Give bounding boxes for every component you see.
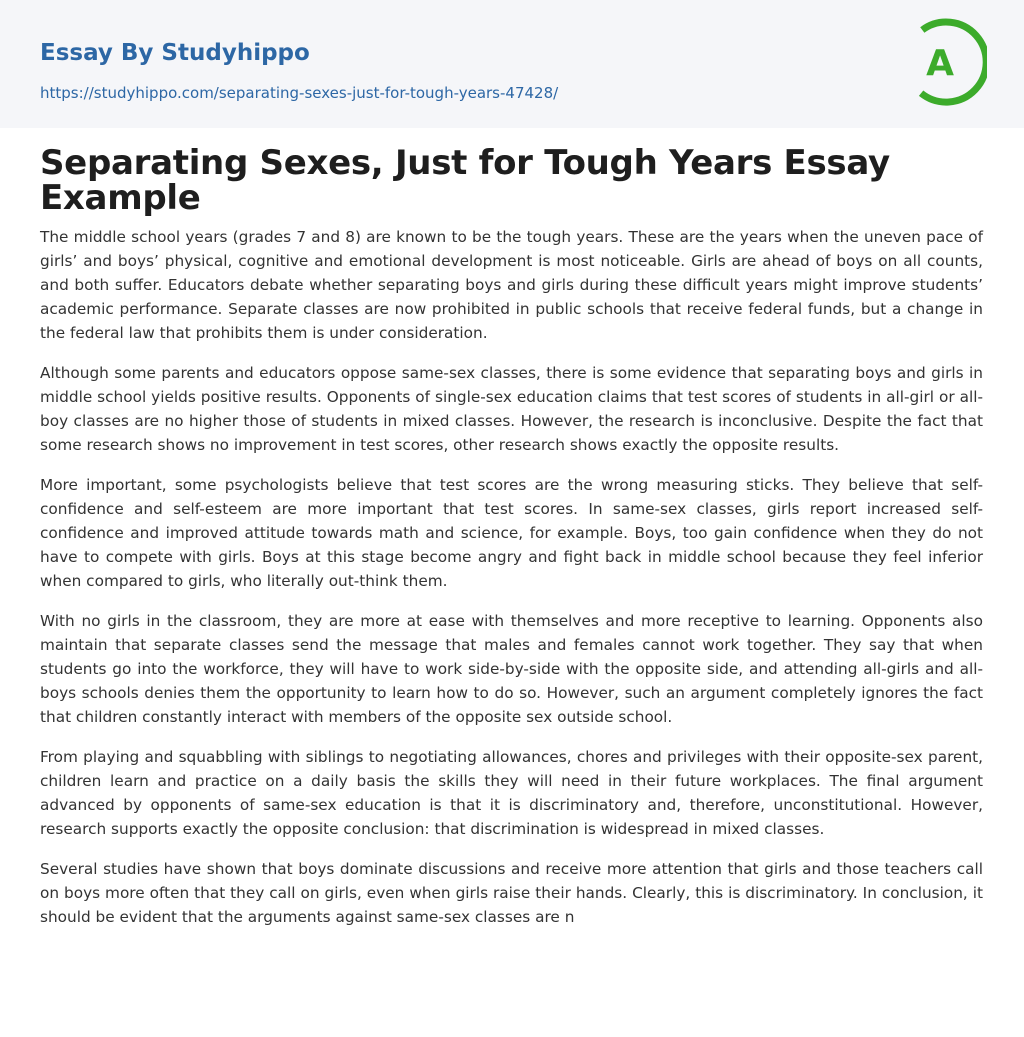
studyhippo-logo-icon[interactable]	[909, 18, 987, 106]
essay-content	[40, 143, 983, 929]
essay-title: Separating Sexes, Just for Tough Years Essay Example	[40, 143, 890, 218]
essay-paragraph: Although some parents and educators oppose same-sex classes, there is some evidence that separating boys and girls in middle school yields positive results. Opponents of single-sex education claims that test scores of students in all-girl or all-boy classes are no higher those of students in mixed classes. However, the research is inconclusive. Despite the fact that some research shows no improvement in test scores, other research shows exactly the opposite results.	[40, 364, 983, 454]
essay-paragraph: More important, some psychologists believe that test scores are the wrong measuring sticks. They believe that self-confidence and self-esteem are more important that test scores. In same-sex classes, girls report increased self-confidence and improved attitude towards math and science, for example. Boys, too gain confidence when they do not have to compete with girls. Boys at this stage become angry and fight back in middle school because they feel inferior when compared to girls, who literally out-think them.	[40, 476, 983, 590]
essay-paragraph: The middle school years (grades 7 and 8) are known to be the tough years. These are the years when the uneven pace of girls’ and boys’ physical, cognitive and emotional development is most noticeable. Girls are ahead of boys on all counts, and both suffer. Educators debate whether separating boys and girls during these difficult years might improve students’ academic performance. Separate classes are now prohibited in public schools that receive federal funds, but a change in the federal law that prohibits them is under consideration.	[40, 228, 983, 342]
essay-paragraph: From playing and squabbling with siblings to negotiating allowances, chores and privileges with their opposite-sex parent, children learn and practice on a daily basis the skills they will need in their future workplaces. The final argument advanced by opponents of same-sex education is that it is discriminatory and, therefore, unconstitutional. However, research supports exactly the opposite conclusion: that discrimination is widespread in mixed classes.	[40, 748, 983, 838]
site-header	[0, 0, 1024, 128]
essay-url-link[interactable]: https://studyhippo.com/separating-sexes-just-for-tough-years-47428/	[40, 84, 559, 102]
site-title[interactable]: Essay By Studyhippo	[40, 40, 310, 66]
essay-paragraph: With no girls in the classroom, they are more at ease with themselves and more receptive to learning. Opponents also maintain that separate classes send the message that males and females cannot work together. They say that when students go into the workforce, they will have to work side-by-side with the opposite side, and attending all-girls and all-boys schools denies them the opportunity to learn how to do so. However, such an argument completely ignores the fact that children constantly interact with members of the opposite sex outside school.	[40, 612, 983, 726]
logo-letter: A	[926, 43, 954, 84]
essay-paragraph: Several studies have shown that boys dominate discussions and receive more attention that girls and those teachers call on boys more often that they call on girls, even when girls raise their hands. Clearly, this is discriminatory. In conclusion, it should be evident that the arguments against same-sex classes are n	[40, 860, 983, 926]
